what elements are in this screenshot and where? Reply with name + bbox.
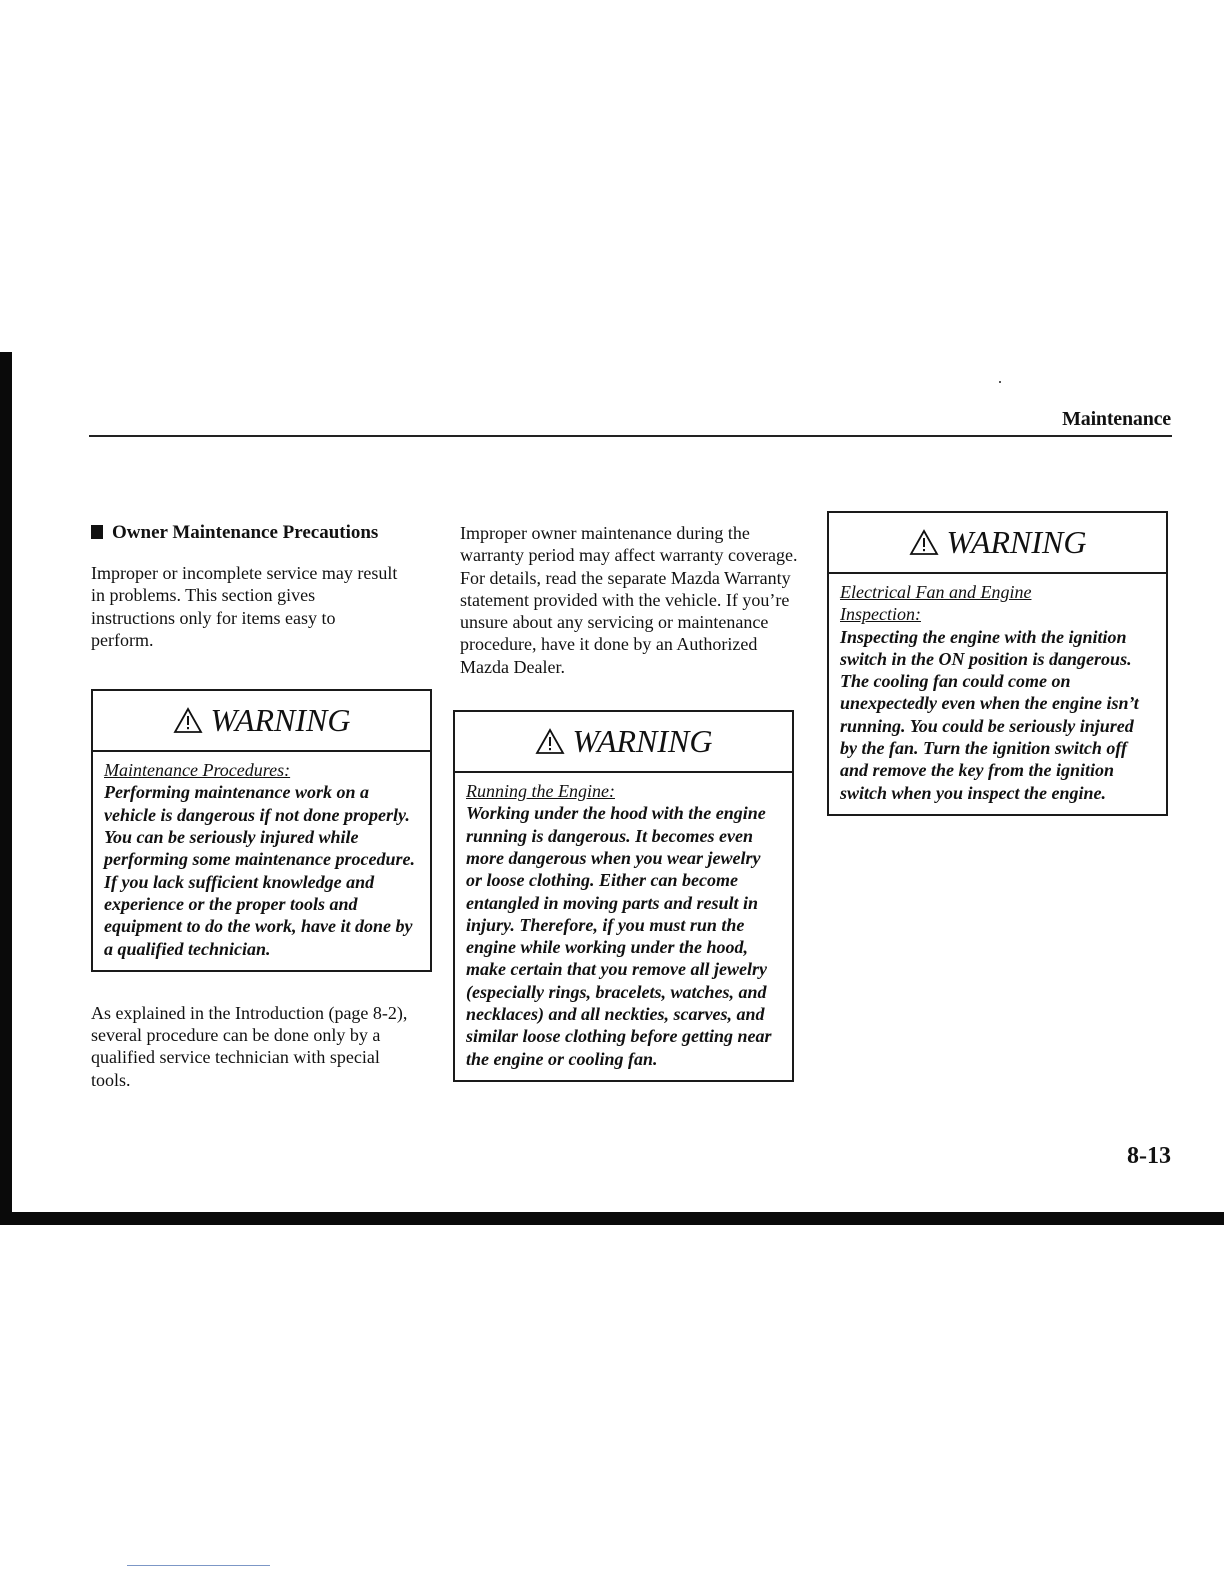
section-heading: [91, 522, 436, 544]
section-title: Maintenance: [1062, 408, 1171, 430]
footer-rule: [127, 1565, 270, 1566]
warning-triangle-icon: [173, 694, 203, 753]
column-3: [827, 511, 1172, 816]
warning-header: [455, 712, 792, 773]
bottom-page-bar: [0, 1212, 1224, 1225]
section-heading-text: Owner Maintenance Precautions: [112, 522, 379, 543]
column-2: [460, 522, 805, 1082]
scan-speck: [999, 381, 1001, 383]
warning-text: Performing maintenance work on a vehicle is dangerous if not done properly. You can be seriously injured while performing some maintenance procedure. If you lack sufficient knowledge and experience or the proper tools and equipment to do the work, have it done by a qualified technician.: [104, 782, 415, 959]
square-bullet-icon: [91, 525, 103, 539]
warning-body: [93, 752, 430, 970]
warning-title: WARNING: [946, 524, 1087, 560]
header-rule: [89, 435, 1172, 437]
outro-paragraph: As explained in the Introduction (page 8-2), several procedure can be done only by a qualified service technician with special tools.: [91, 1002, 408, 1090]
warning-body: [829, 574, 1166, 814]
warning-triangle-icon: [909, 516, 939, 575]
left-binding-bar: [0, 352, 12, 1225]
warning-header: [829, 513, 1166, 574]
warning-subhead: Maintenance Procedures:: [104, 760, 291, 781]
warning-subhead: Electrical Fan and Engine Inspection:: [840, 582, 1032, 625]
warning-header: [93, 691, 430, 752]
warning-subhead: Running the Engine:: [466, 781, 615, 802]
warning-text: Working under the hood with the engine running is dangerous. It becomes even more dangerous when you wear jewelry or loose clothing. Either can become entangled in moving parts and result in injury. Therefore, if you must run the engine while working under the hood, make certain that you remove all jewelry (especially rings, bracelets, watches, and necklaces) and all neckties, scarves, and similar loose clothing before getting near the engine or cooling fan.: [466, 803, 772, 1069]
warning-box-running-engine: [453, 710, 794, 1082]
warning-box-maintenance: [91, 689, 432, 972]
warning-triangle-icon: [535, 715, 565, 774]
warning-title: WARNING: [572, 723, 713, 760]
warning-text: Inspecting the engine with the ignition switch in the ON position is dangerous. The cooling fan could come on unexpectedly even when the engine isn’t running. You could be seriously injured by the fan. Turn the ignition switch off and remove the key from the ignition switch when you inspect the engine.: [840, 626, 1139, 803]
warning-box-fan-inspection: [827, 511, 1168, 816]
column-1: [91, 522, 436, 1091]
warning-title: WARNING: [210, 702, 351, 739]
intro-paragraph: Improper or incomplete service may result in problems. This section gives instructions only for items easy to perform.: [91, 563, 398, 650]
warranty-paragraph: Improper owner maintenance during the warranty period may affect warranty coverage. For details, read the separate Mazda Warranty statement provided with the vehicle. If you’re unsure about any servicing or maintenance procedure, have it done by an Authorized Mazda Dealer.: [460, 523, 798, 677]
warning-body: [455, 773, 792, 1080]
page-number: 8-13: [1127, 1143, 1171, 1169]
